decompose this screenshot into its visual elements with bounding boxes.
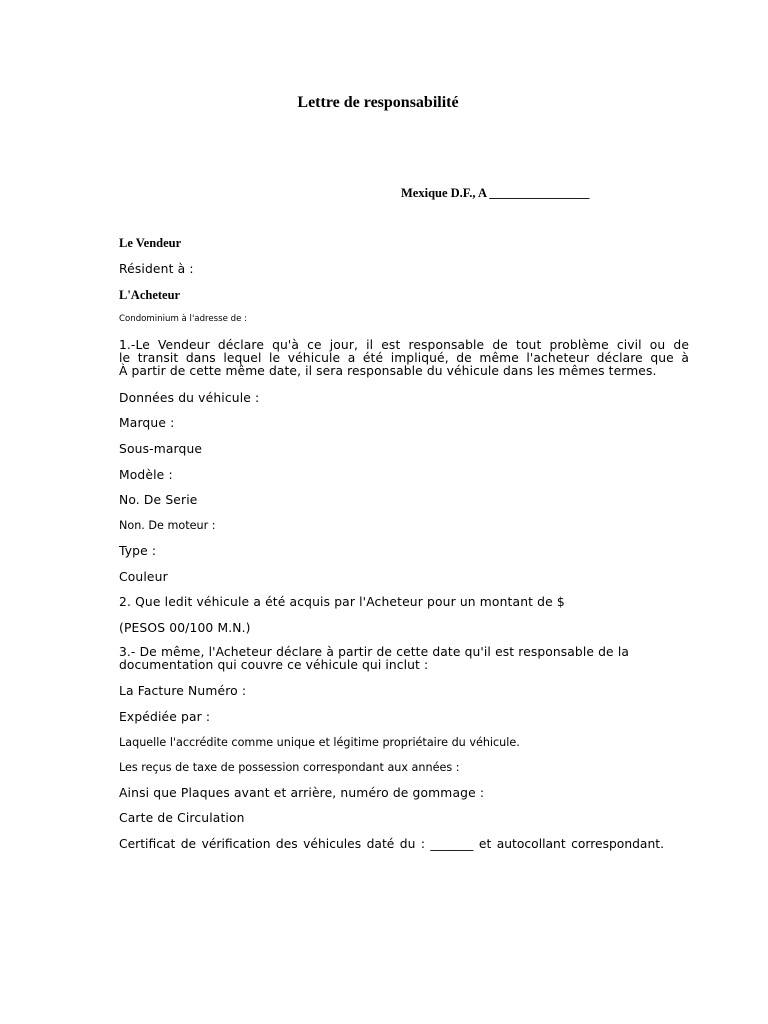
clause-2-line: 2. Que ledit véhicule a été acquis par l'Acheteur pour un montant de $: [119, 595, 565, 609]
sub-brand-line: Sous-marque: [119, 442, 203, 456]
vehicle-data-heading: Données du véhicule :: [119, 391, 260, 405]
brand-line: Marque :: [119, 416, 175, 430]
invoice-number-line: La Facture Numéro :: [119, 684, 247, 698]
clause-1-line-1: 1.-Le Vendeur déclare qu'à ce jour, il est responsable de tout problème civil ou de: [119, 338, 689, 352]
clause-3-line-2: documentation qui couvre ce véhicule qui inclut :: [119, 658, 429, 672]
clause-3-paragraph: [119, 646, 629, 672]
verification-certificate-line: Certificat de vérification des véhicules daté du : _______ et autocollant correspondant.: [119, 837, 664, 851]
circulation-card-line: Carte de Circulation: [119, 811, 245, 825]
issued-by-line: Expédiée par :: [119, 710, 211, 724]
clause-1-line-2: le transit dans lequel le véhicule a été impliqué, de même l'acheteur déclare que à: [119, 351, 689, 365]
color-line: Couleur: [119, 570, 168, 584]
pesos-line: (PESOS 00/100 M.N.): [119, 621, 251, 635]
clause-1-line-3: À partir de cette même date, il sera responsable du véhicule dans les mêmes termes.: [119, 364, 657, 378]
clause-1-paragraph: [119, 339, 689, 378]
tax-receipts-line: Les reçus de taxe de possession correspondant aux années :: [119, 761, 460, 774]
buyer-label: L'Acheteur: [119, 288, 181, 302]
model-line: Modèle :: [119, 468, 173, 482]
document-title: Lettre de responsabilité: [297, 94, 459, 111]
type-line: Type :: [119, 544, 157, 558]
seller-label: Le Vendeur: [119, 236, 182, 250]
place-date-line: Mexique D.F., A ________________: [401, 186, 590, 200]
engine-number-line: Non. De moteur :: [119, 519, 216, 532]
serial-number-line: No. De Serie: [119, 493, 198, 507]
condominium-line: Condominium à l'adresse de :: [119, 314, 248, 324]
plates-line: Ainsi que Plaques avant et arrière, numéro de gommage :: [119, 786, 485, 800]
ownership-line: Laquelle l'accrédite comme unique et légitime propriétaire du véhicule.: [119, 736, 520, 749]
clause-3-line-1: 3.- De même, l'Acheteur déclare à partir de cette date qu'il est responsable de la: [119, 645, 629, 659]
resident-line: Résident à :: [119, 262, 194, 276]
